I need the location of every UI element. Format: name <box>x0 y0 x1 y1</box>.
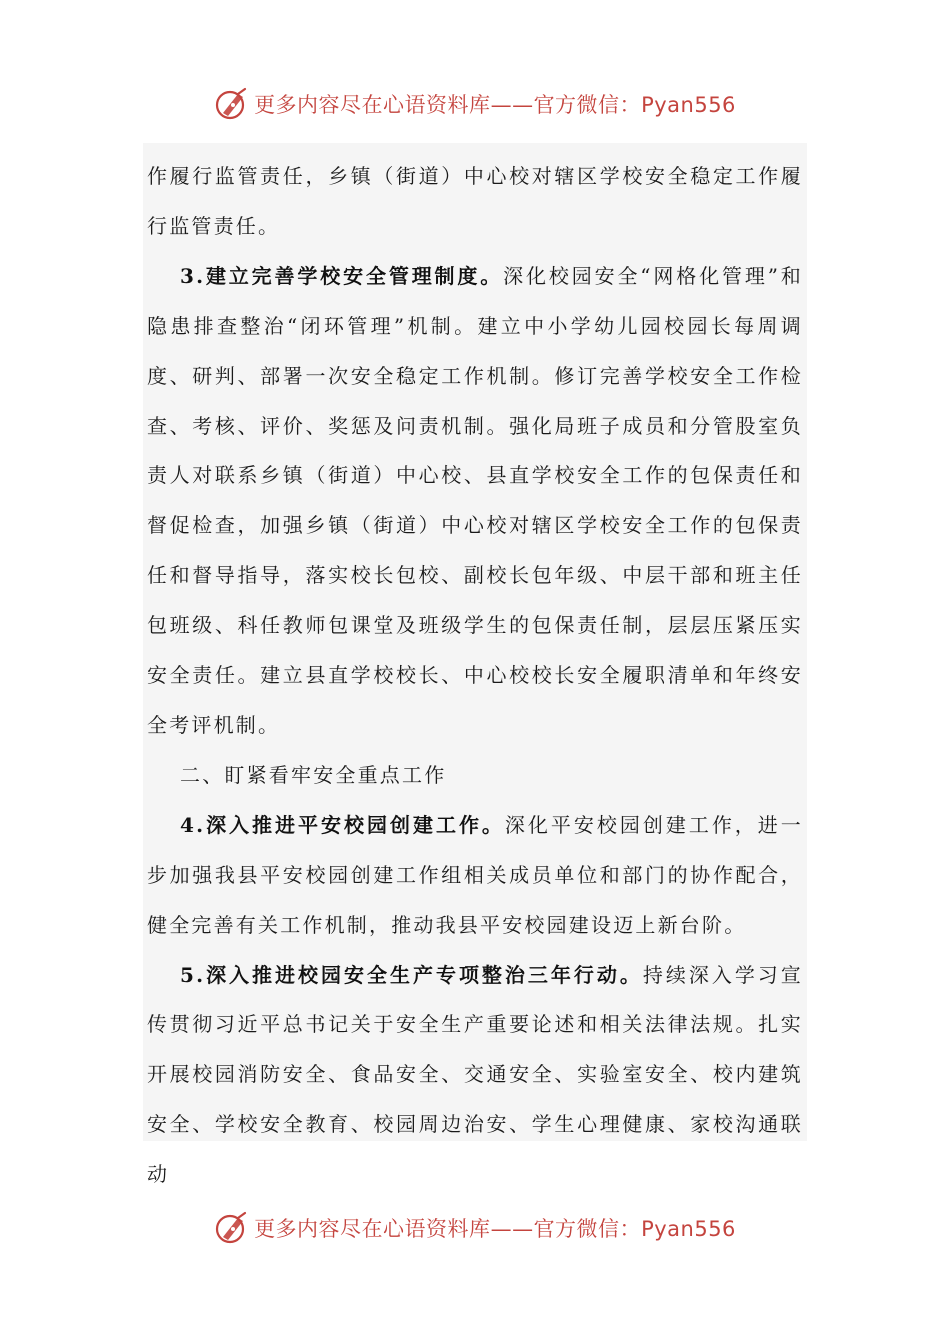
watermark-text <box>254 89 736 119</box>
watermark-wechat-id: Pyan556 <box>641 93 736 117</box>
watermark-main: 更多内容尽在心语资料库 <box>254 1217 491 1241</box>
section-heading-2: 二、盯紧看牢安全重点工作 <box>180 762 447 787</box>
paragraph-item-5 <box>147 951 803 1201</box>
pen-nib-circle-logo-icon <box>214 1210 250 1246</box>
paragraph-item-3 <box>147 252 803 751</box>
watermark-separator: —— <box>490 1217 534 1241</box>
item-5-body: 持续深入学习宣传贯彻习近平总书记关于安全生产重要论述和相关法律法规。扎实开展校园消防安全、食品安全、交通安全、实验室安全、校内建筑安全、学校安全教育、校园周边治安、学生心理健康、家校沟通联动 <box>147 962 803 1187</box>
watermark-wechat-label: 官方微信： <box>533 1217 642 1241</box>
item-3-body: 深化校园安全“网格化管理”和隐患排查整治“闭环管理”机制。建立中小学幼儿园校园长每周调度、研判、部署一次安全稳定工作机制。修订完善学校安全工作检查、考核、评价、奖惩及问责机制。强化局班子成员和分管股室负责人对联系乡镇（街道）中心校、县直学校安全工作的包保责任和督促检查，加强乡镇（街道）中心校对辖区学校安全工作的包保责任和督导指导，落实校长包校、副校长包年级、中层干部和班主任包班级、科任教师包课堂及班级学生的包保责任制，层层压紧压实安全责任。建立县直学校校长、中心校校长安全履职清单和年终安全考评机制。 <box>147 263 803 737</box>
watermark-wechat-id: Pyan556 <box>641 1217 736 1241</box>
paragraph-item-4 <box>147 801 803 951</box>
document-page <box>143 143 807 1187</box>
watermark-footer <box>0 1206 950 1250</box>
watermark-separator: —— <box>490 93 534 117</box>
item-4-heading: 4.深入推进平安校园创建工作。 <box>180 812 505 837</box>
watermark-header <box>0 82 950 126</box>
watermark-text <box>254 1213 736 1243</box>
pen-nib-circle-logo-icon <box>214 86 250 122</box>
document-body <box>143 143 807 1200</box>
paragraph-continuation: 作履行监管责任，乡镇（街道）中心校对辖区学校安全稳定工作履行监管责任。 <box>147 164 803 238</box>
item-4-body: 深化平安校园创建工作，进一步加强我县平安校园创建工作组相关成员单位和部门的协作配合，健全完善有关工作机制，推动我县平安校园建设迈上新台阶。 <box>147 812 803 937</box>
watermark-wechat-label: 官方微信： <box>533 93 642 117</box>
item-3-heading: 3.建立完善学校安全管理制度。 <box>180 263 504 288</box>
watermark-main: 更多内容尽在心语资料库 <box>254 93 491 117</box>
item-5-heading: 5.深入推进校园安全生产专项整治三年行动。 <box>180 962 643 987</box>
